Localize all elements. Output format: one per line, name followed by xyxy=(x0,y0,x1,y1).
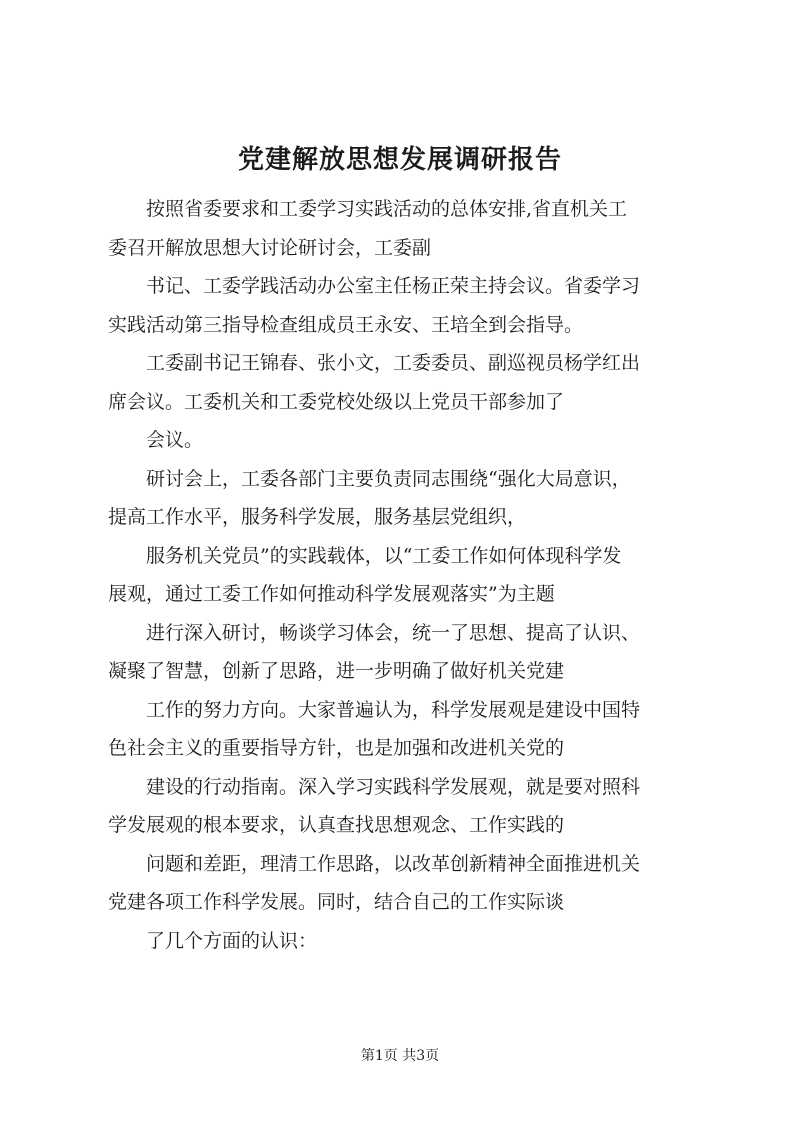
text-line: 服务机关党员”的实践载体，以“工委工作如何体现科学发 xyxy=(146,544,622,567)
text-line: 色社会主义的重要指导方针，也是加强和改进机关党的 xyxy=(108,737,565,759)
text-line: 会议。 xyxy=(146,429,204,451)
document-body xyxy=(108,190,708,960)
text-line: 问题和差距，理清工作思路，以改革创新精神全面推进机关 xyxy=(146,852,641,875)
text-line: 委召开解放思想大讨论研讨会，工委副 xyxy=(108,236,432,259)
text-line: 工作的努力方向。大家普遍认为，科学发展观是建设中国特 xyxy=(146,698,641,721)
text-line: 提高工作水平，服务科学发展，服务基层党组织， xyxy=(108,506,527,528)
page-footer: 第1页 共3页 xyxy=(360,1048,440,1064)
text-line: 席会议。工委机关和工委党校处级以上党员干部参加了 xyxy=(108,390,565,413)
text-line: 凝聚了智慧，创新了思路，进一步明确了做好机关党建 xyxy=(108,660,565,682)
text-line: 党建各项工作科学发展。同时，结合自己的工作实际谈 xyxy=(108,891,565,913)
text-line: 学发展观的根本要求，认真查找思想观念、工作实践的 xyxy=(108,814,565,836)
text-line: 实践活动第三指导检查组成员王永安、王培全到会指导。 xyxy=(108,313,584,336)
text-line: 建设的行动指南。深入学习实践科学发展观，就是要对照科 xyxy=(146,775,641,798)
text-line: 了几个方面的认识： xyxy=(146,929,318,952)
text-line: 工委副书记王锦春、张小文，工委委员、副巡视员杨学红出 xyxy=(146,352,641,374)
document-title: 党建解放思想发展调研报告 xyxy=(237,145,562,175)
text-line: 展观，通过工委工作如何推动科学发展观落实”为主题 xyxy=(108,583,555,605)
text-line: 进行深入研讨，畅谈学习体会，统一了思想、提高了认识、 xyxy=(146,621,641,644)
text-line: 按照省委要求和工委学习实践活动的总体安排,省直机关工 xyxy=(146,198,628,220)
text-line: 书记、工委学践活动办公室主任杨正荣主持会议。省委学习 xyxy=(146,275,641,297)
text-line: 研讨会上，工委各部门主要负责同志围绕“强化大局意识， xyxy=(146,467,631,490)
